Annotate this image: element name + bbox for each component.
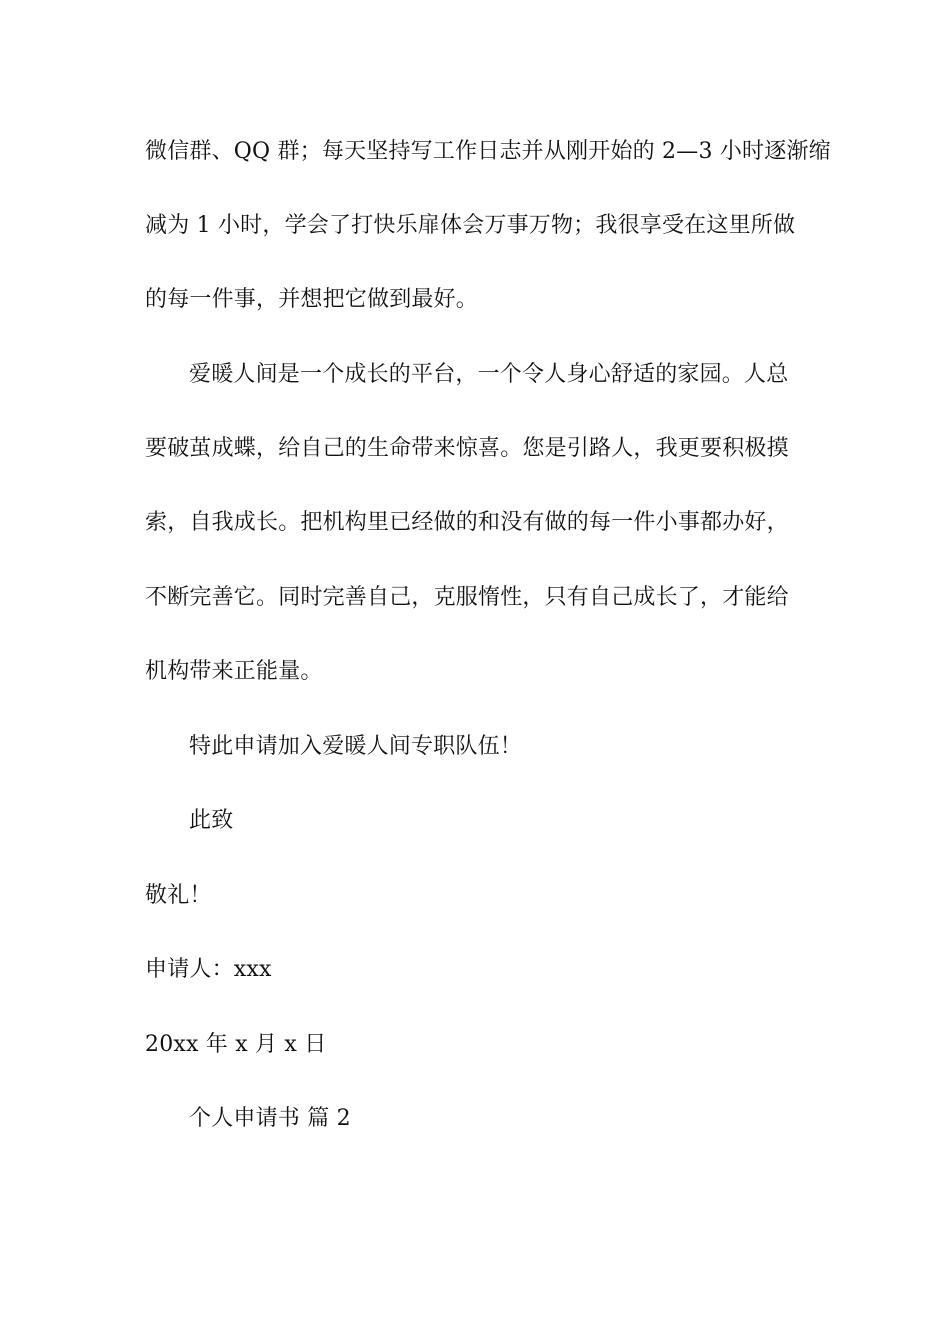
next-section-title: 个人申请书 篇 2 (189, 1106, 351, 1131)
paragraph2-line: 索，自我成长。把机构里已经做的和没有做的每一件小事都办好， (145, 510, 789, 535)
paragraph2-line: 要破茧成蝶，给自己的生命带来惊喜。您是引路人，我更要积极摸 (145, 436, 789, 461)
paragraph1-line: 的每一件事，并想把它做到最好。 (145, 287, 479, 312)
applicant-name: 申请人：xxx (145, 957, 272, 982)
application-date: 20xx 年 x 月 x 日 (145, 1032, 327, 1057)
closing-salute: 敬礼！ (145, 883, 212, 908)
paragraph1-line: 减为 1 小时，学会了打快乐扉体会万事万物；我很享受在这里所做 (145, 213, 796, 238)
closing-greeting: 此致 (189, 808, 234, 833)
paragraph2-line: 机构带来正能量。 (145, 659, 323, 684)
paragraph2-line: 不断完善它。同时完善自己，克服惰性，只有自己成长了，才能给 (145, 585, 789, 610)
paragraph2-line: 爱暖人间是一个成长的平台，一个令人身心舒适的家园。人总 (189, 362, 789, 387)
request-line: 特此申请加入爱暖人间专职队伍！ (189, 734, 523, 759)
paragraph1-line: 微信群、QQ 群；每天坚持写工作日志并从刚开始的 2—3 小时逐渐缩 (145, 139, 831, 164)
